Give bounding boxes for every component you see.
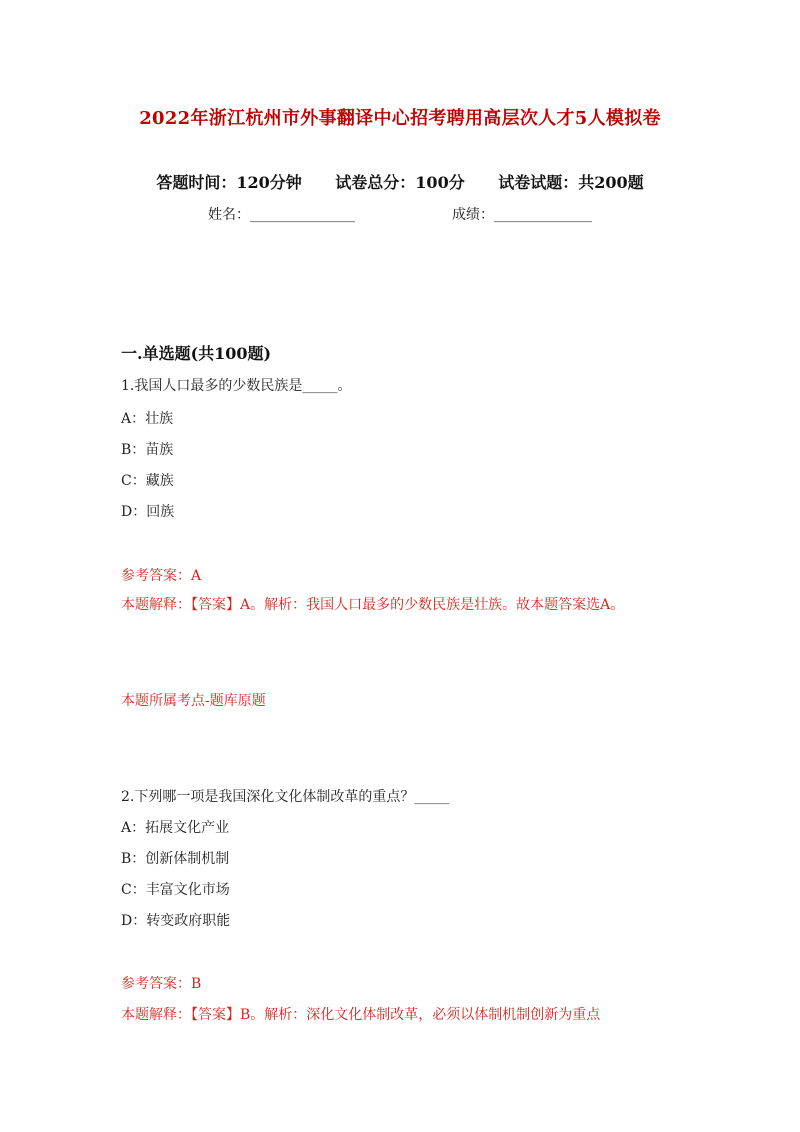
question-stem: 1.我国人口最多的少数民族是_____。: [121, 378, 352, 394]
score-field: 成绩：______________: [452, 207, 592, 223]
exam-time: 答题时间：120分钟: [156, 173, 302, 192]
answer-line: 参考答案：A: [121, 568, 202, 584]
option-b: B：苗族: [121, 442, 174, 458]
option-a: A：壮族: [121, 411, 174, 427]
exam-meta: [0, 170, 800, 193]
option-d: D：回族: [121, 504, 175, 520]
option-d: D：转变政府职能: [121, 913, 231, 929]
exam-title: 2022年浙江杭州市外事翻译中心招考聘用高层次人才5人模拟卷: [139, 108, 661, 129]
option-a: A：拓展文化产业: [121, 820, 230, 836]
explanation-text: 本题解释：【答案】B。解析：深化文化体制改革，必须以体制机制创新为重点: [121, 1007, 601, 1023]
exam-question-count: 试卷试题：共200题: [498, 173, 644, 192]
explanation-text: 本题解释：【答案】A。解析：我国人口最多的少数民族是壮族。故本题答案选A。: [121, 597, 625, 613]
name-field: 姓名：_______________: [208, 207, 355, 223]
answer-line: 参考答案：B: [121, 976, 202, 992]
option-c: C：丰富文化市场: [121, 882, 230, 898]
option-c: C：藏族: [121, 473, 174, 489]
option-b: B：创新体制机制: [121, 851, 230, 867]
exam-total-score: 试卷总分：100分: [335, 173, 465, 192]
section-title: 一.单选题(共100题): [121, 344, 272, 363]
question-stem: 2.下列哪一项是我国深化文化体制改革的重点？_____: [121, 789, 450, 805]
source-line: 本题所属考点-题库原题: [121, 693, 266, 709]
